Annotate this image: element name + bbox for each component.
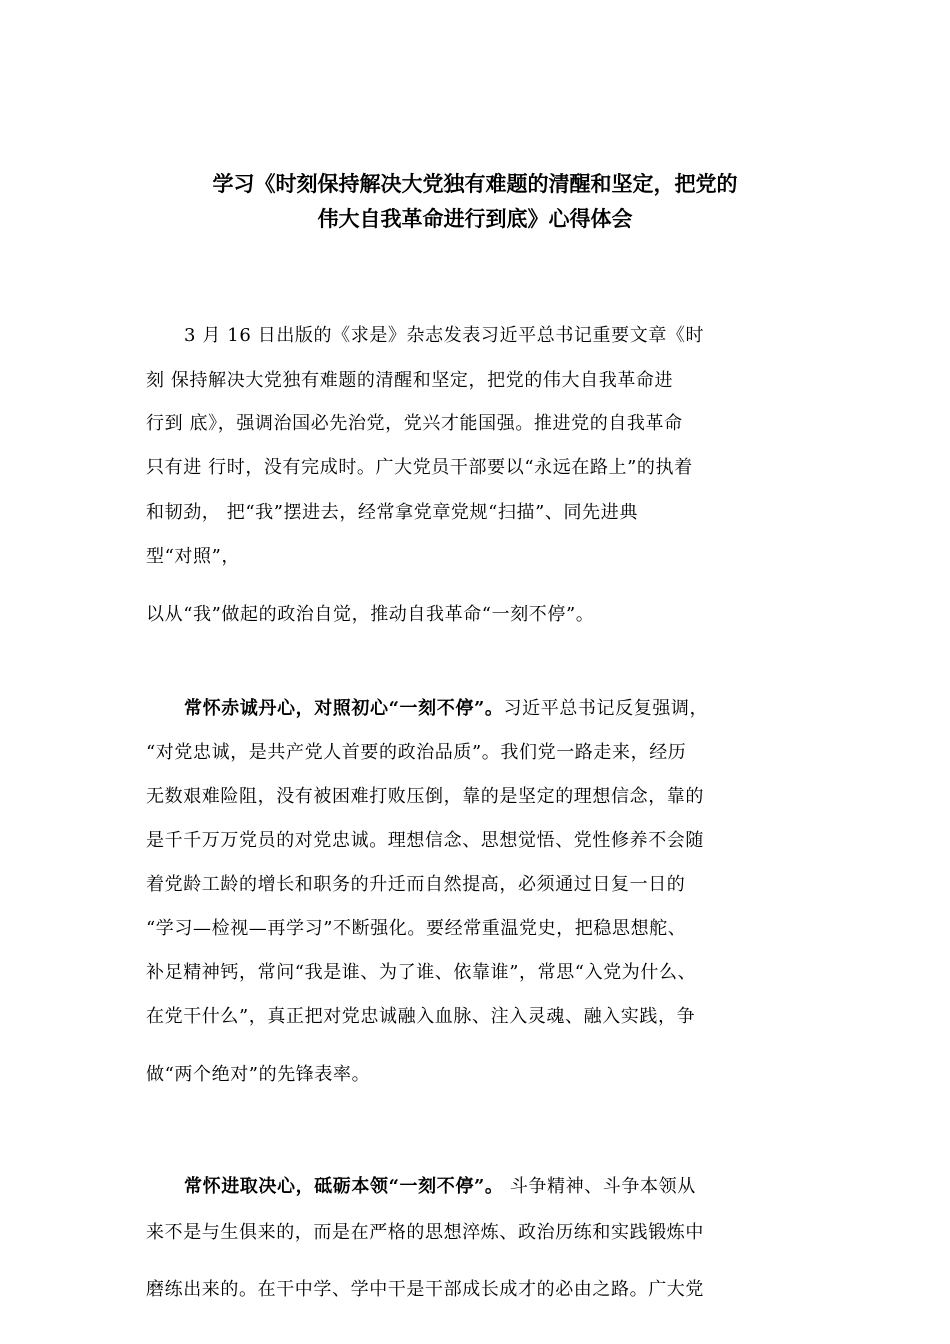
section1-line: 着党龄工龄的增长和职务的升迁而自然提高，必须通过日复一日的 bbox=[146, 874, 686, 895]
section1-first-line-rest: 习近平总书记反复强调， bbox=[503, 698, 709, 719]
section1-heading: 常怀赤诚丹心，对照初心“一刻不停”。 bbox=[184, 698, 504, 719]
section2-line: 磨练出来的。在干中学、学中干是干部成长成才的必由之路。广大党 bbox=[146, 1279, 704, 1300]
intro-line: 只有进 行时，没有完成时。广大党员干部要以“永远在路上”的执着 bbox=[146, 457, 693, 478]
intro-line: 行到 底》，强调治国必先治党，党兴才能国强。推进党的自我革命 bbox=[146, 413, 683, 434]
section1-line: 做“两个绝对”的先锋表率。 bbox=[146, 1064, 371, 1085]
section2-heading: 常怀进取决心，砥砺本领“一刻不停”。 bbox=[184, 1176, 504, 1197]
title-line-2: 伟大自我革命进行到底》心得体会 bbox=[317, 206, 633, 231]
section2-line: 来不是与生俱来的，而是在严格的思想淬炼、政治历练和实践锻炼中 bbox=[146, 1222, 704, 1243]
document-title bbox=[100, 166, 850, 236]
section1-first-line bbox=[184, 697, 708, 721]
title-line-1: 学习《时刻保持解决大党独有难题的清醒和坚定，把党的 bbox=[212, 171, 738, 196]
section1-line: “学习—检视—再学习”不断强化。要经常重温党史，把稳思想舵、 bbox=[146, 918, 687, 939]
intro-line: 和韧劲， 把“我”摆进去，经常拿党章党规“扫描”、同先进典 bbox=[146, 502, 638, 523]
section1-line: 是千千万万党员的对党忠诚。理想信念、思想觉悟、党性修养不会随 bbox=[146, 830, 704, 851]
intro-line: 刻 保持解决大党独有难题的清醒和坚定，把党的伟大自我革命进 bbox=[146, 370, 674, 391]
section1-line: 在党干什么”，真正把对党忠诚融入血脉、注入灵魂、融入实践，争 bbox=[146, 1006, 696, 1027]
section1-line: 补足精神钙，常问“我是谁、为了谁、依靠谁”，常思“入党为什么、 bbox=[146, 962, 697, 983]
section2-first-line-rest: 斗争精神、斗争本领从 bbox=[503, 1176, 696, 1197]
intro-line: 以从“我”做起的政治自觉，推动自我革命“一刻不停”。 bbox=[146, 604, 595, 625]
section2-first-line bbox=[184, 1175, 696, 1199]
section1-line: 无数艰难险阻，没有被困难打败压倒，靠的是坚定的理想信念，靠的 bbox=[146, 786, 704, 807]
intro-line: 3 月 16 日出版的《求是》杂志发表习近平总书记重要文章《时 bbox=[184, 325, 705, 346]
section1-line: “对党忠诚，是共产党人首要的政治品质”。我们党一路走来，经历 bbox=[146, 742, 687, 763]
intro-line: 型“对照”， bbox=[146, 546, 241, 567]
